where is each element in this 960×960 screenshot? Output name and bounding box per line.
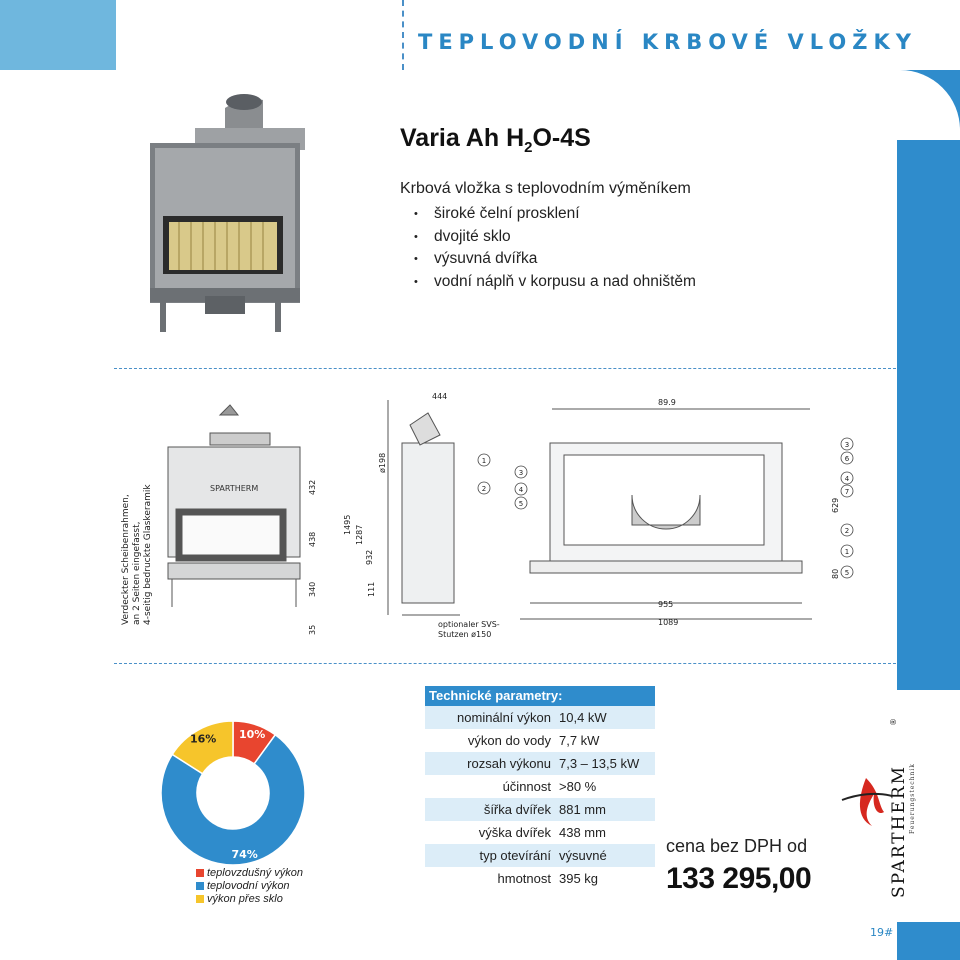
param-row: nominální výkon 10,4 kW [425, 706, 655, 729]
callout-label: 5 [844, 569, 850, 577]
feature-item: • výsuvná dvířka [414, 248, 696, 271]
price-value: 133 295,00 [666, 862, 812, 895]
dim-label: 444 [432, 392, 448, 401]
callout-label: 6 [844, 455, 850, 463]
param-row: rozsah výkonu 7,3 – 13,5 kW [425, 752, 655, 775]
param-row: výška dvířek 438 mm [478, 825, 606, 840]
feature-item: • dvojité sklo [414, 226, 696, 249]
registered-mark: ® [889, 718, 898, 726]
legend-item: teplovodní výkon [196, 879, 303, 892]
dim-label: 1495 [343, 514, 352, 535]
dim-label: 432 [308, 479, 317, 495]
dim-label: 80 [831, 568, 840, 579]
technical-parameters-table [425, 686, 655, 890]
drawing-note-line: optionaler SVS- [438, 620, 500, 629]
callout-label: 1 [844, 548, 850, 556]
brand-name: SPARTHERM [889, 764, 909, 898]
callout-label: 4 [844, 475, 850, 483]
header-left-bar [0, 0, 116, 70]
callout-label: 2 [481, 485, 487, 493]
dim-label: 35 [308, 624, 317, 635]
power-donut-chart [158, 703, 308, 868]
section-divider [114, 368, 896, 369]
param-row: účinnost >80 % [502, 779, 597, 794]
legend-swatch [196, 869, 204, 877]
param-row: hmotnost 395 kg [497, 871, 599, 886]
drawing-note-line: Verdeckter Scheibenrahmen, [121, 494, 131, 625]
drawing-note-line: an 2 Seiten eingefasst, [132, 521, 142, 625]
product-description: Krbová vložka s teplovodním výměníkem [400, 180, 691, 197]
param-row: šířka dvířek 881 mm [425, 798, 655, 821]
donut-label: 16% [189, 732, 217, 746]
spartherm-logo [838, 708, 918, 908]
legend-swatch [196, 882, 204, 890]
param-row: výkon do vody 7,7 kW [467, 733, 600, 748]
legend-item: výkon přes sklo [196, 892, 303, 905]
dim-label: 1287 [355, 524, 364, 545]
product-image [145, 88, 317, 338]
callout-label: 7 [844, 488, 850, 496]
feature-item: • vodní náplň v korpusu a nad ohništěm [414, 271, 696, 294]
dim-label: 955 [658, 600, 674, 609]
brand-tagline: Feuerungstechnik [909, 763, 916, 834]
param-row: typ otevírání výsuvné [425, 844, 655, 867]
dim-label: ø198 [378, 452, 387, 473]
chart-legend [196, 866, 303, 905]
dim-label: 89.9 [658, 398, 676, 407]
drawing-front-logo: SPARTHERM [210, 484, 259, 493]
header-divider [402, 0, 404, 70]
product-title: Varia Ah $H_2O-4S$ [400, 124, 591, 156]
donut-label: 74% [231, 847, 258, 861]
dim-label: 340 [308, 581, 317, 597]
dim-label: 438 [308, 531, 317, 547]
section-divider [114, 663, 896, 664]
dim-label: 629 [831, 497, 840, 513]
callout-label: 5 [518, 500, 524, 508]
callout-label: 4 [518, 486, 524, 494]
legend-item: teplovzdušný výkon [196, 866, 303, 879]
flame-icon [860, 778, 884, 826]
dim-label: 111 [367, 581, 376, 597]
header-title: TEPLOVODNÍ KRBOVÉ VLOŽKY [418, 30, 917, 54]
technical-drawing [110, 385, 870, 655]
feature-list [414, 203, 696, 293]
callout-label: 1 [481, 457, 487, 465]
callout-label: 2 [844, 527, 850, 535]
params-header: Technické parametry: [425, 686, 655, 706]
donut-label: 10% [238, 728, 266, 742]
legend-swatch [196, 895, 204, 903]
callout-label: 3 [518, 469, 524, 477]
callout-label: 3 [844, 441, 850, 449]
feature-item: • široké čelní prosklení [414, 203, 696, 226]
dim-label: 932 [365, 549, 374, 565]
page-number: 19# [870, 926, 894, 939]
price-label: cena bez DPH od [666, 836, 808, 856]
drawing-note-line: 4-seitig bedruckte Glaskeramik [143, 484, 153, 625]
drawing-note-line: Stutzen ø150 [438, 630, 492, 639]
dim-label: 1089 [658, 618, 679, 627]
